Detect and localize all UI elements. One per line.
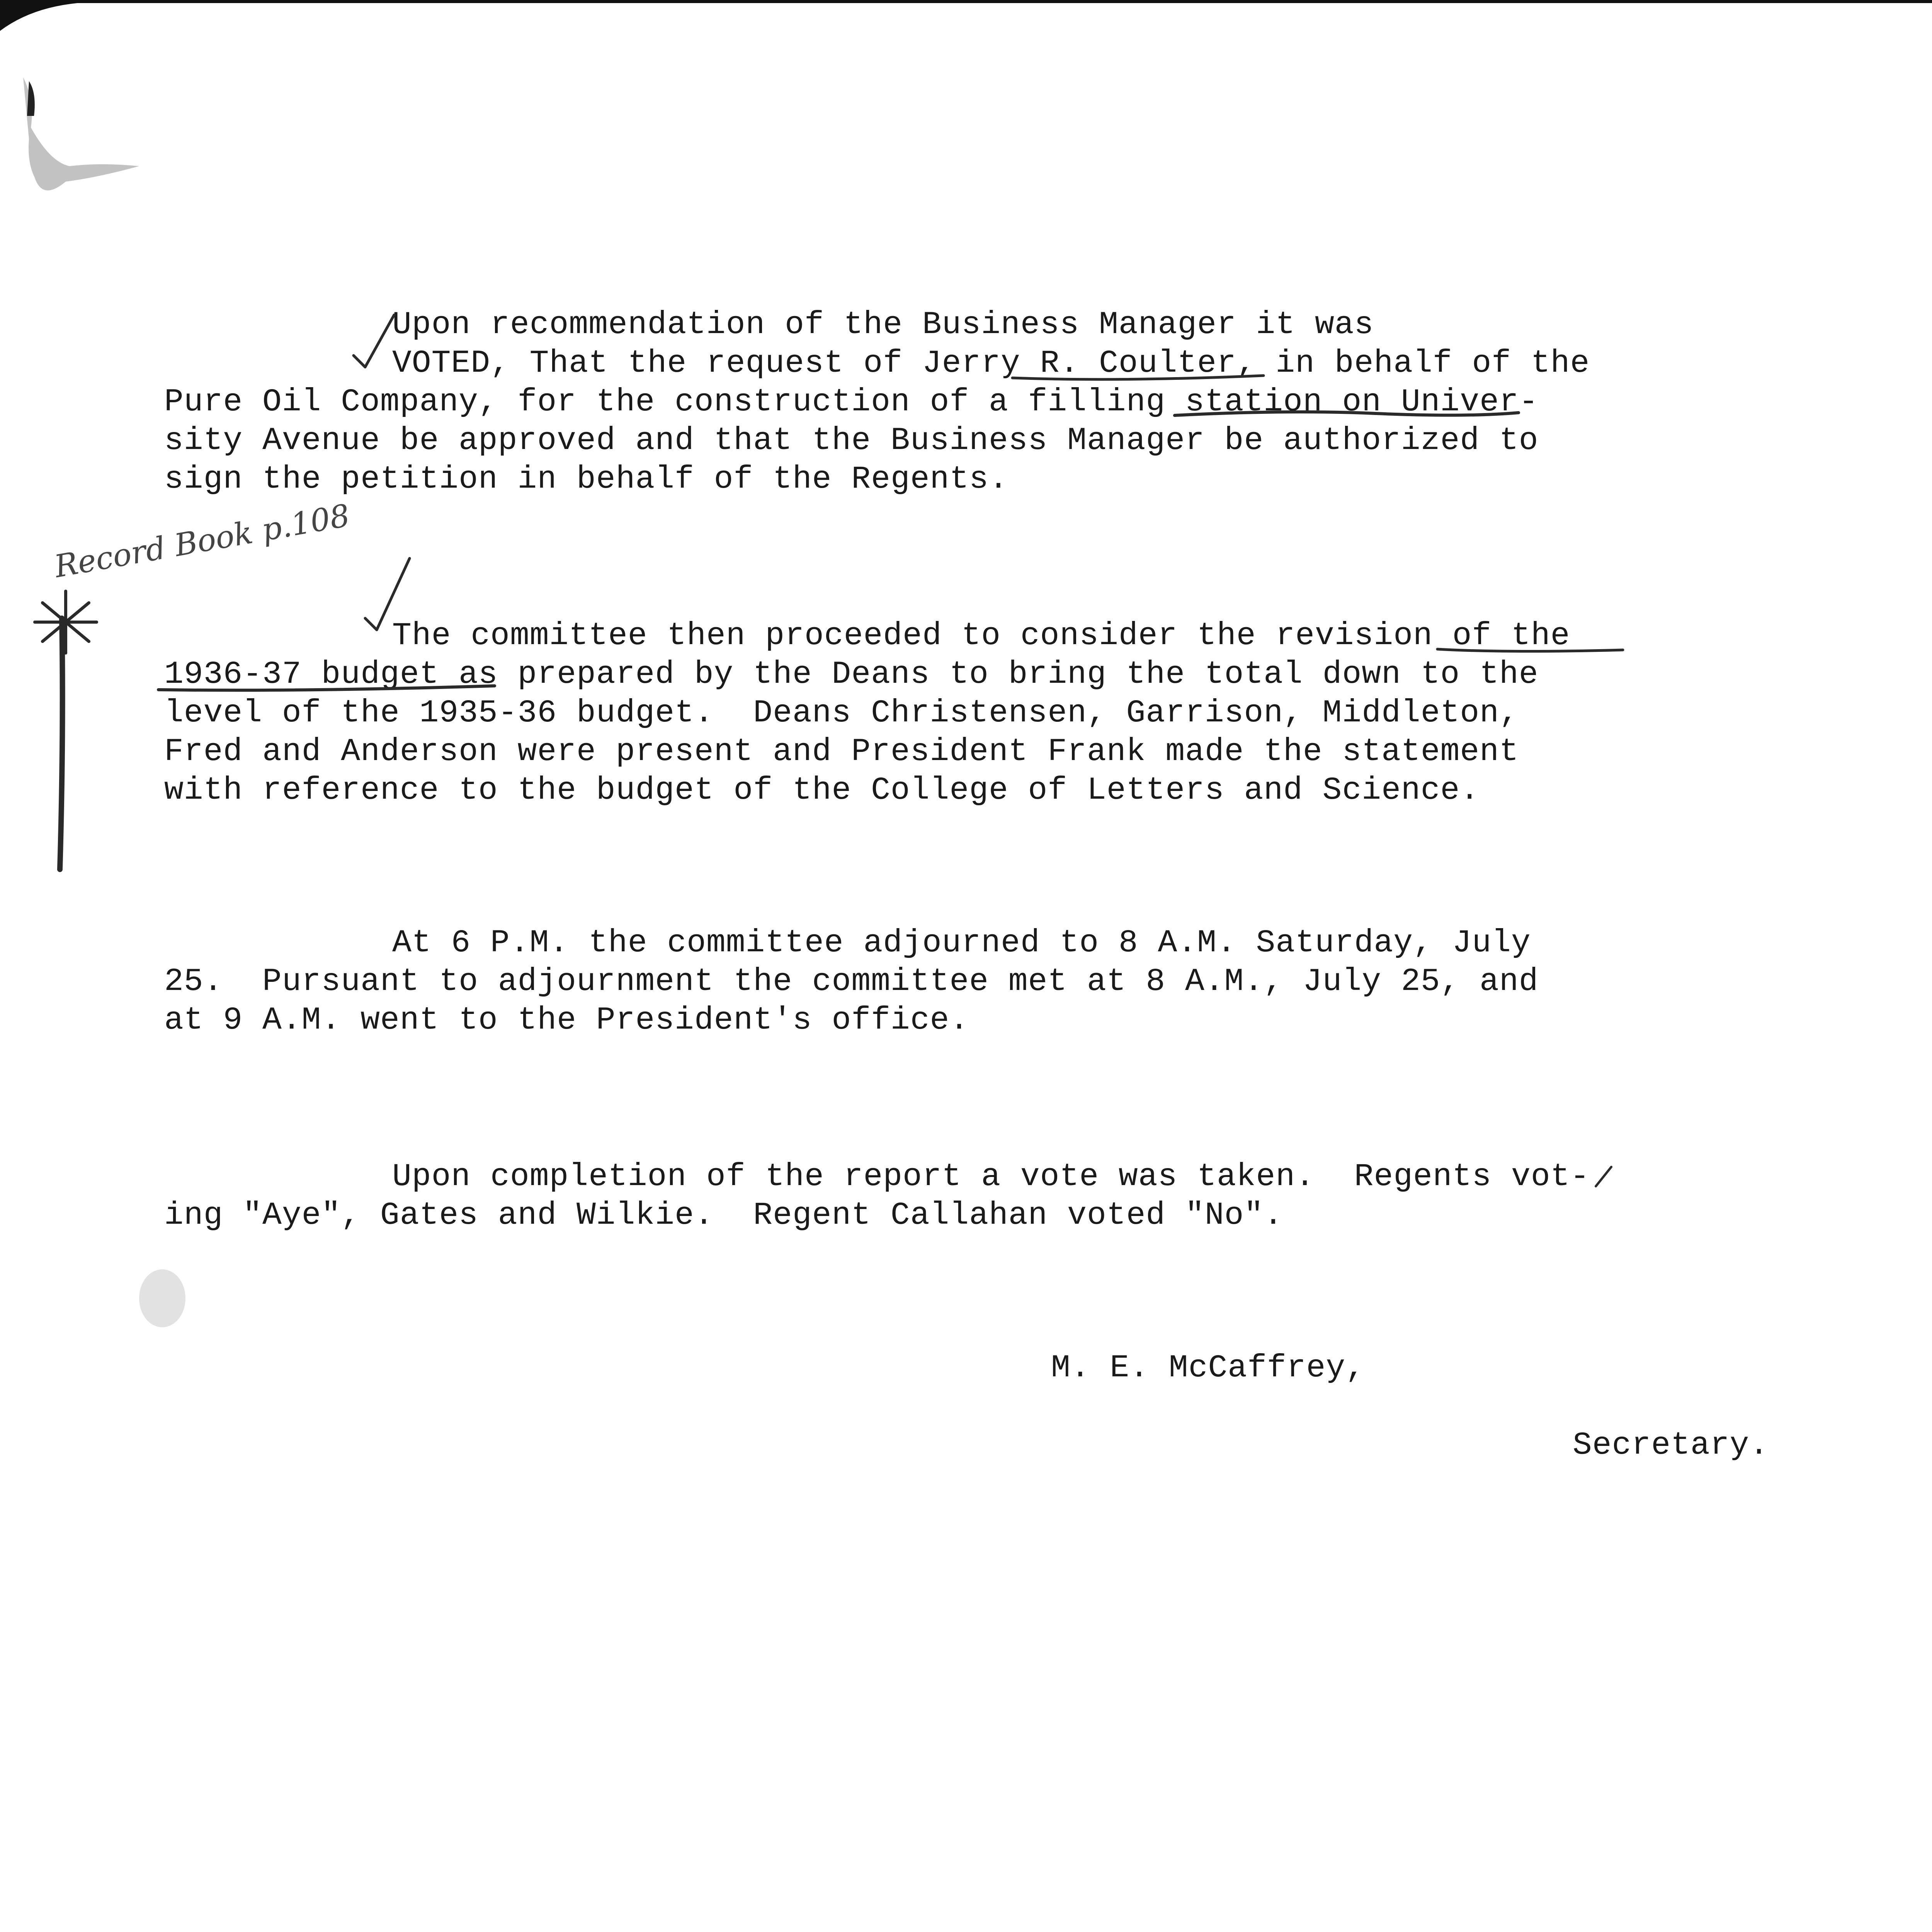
text-line: 1936-37 budget as prepared by the Deans to bring the total down to the xyxy=(164,656,1539,692)
text-line: The committee then proceeded to consider the revision of the xyxy=(392,617,1570,654)
text-line: at 9 A.M. went to the President's office. xyxy=(164,1002,969,1038)
margin-note: Record Book p.108 xyxy=(51,497,353,585)
text-line: Pure Oil Company, for the construction of a filling station on Univer- xyxy=(164,384,1539,420)
text-line: VOTED, That the request of Jerry R. Coulter, in behalf of the xyxy=(392,345,1590,381)
signature-title: Secretary. xyxy=(1573,1427,1769,1463)
text-line: sity Avenue be approved and that the Business Manager be authorized to xyxy=(164,422,1539,459)
text-line: ing "Aye", Gates and Wilkie. Regent Callahan voted "No". xyxy=(164,1197,1284,1233)
text-line: sign the petition in behalf of the Regents. xyxy=(164,461,1009,497)
text-line: 25. Pursuant to adjournment the committee met at 8 A.M., July 25, and xyxy=(164,963,1539,1000)
signature-name: M. E. McCaffrey, xyxy=(1051,1350,1365,1386)
text-line: Upon completion of the report a vote was taken. Regents vot- xyxy=(392,1158,1590,1195)
text-line: level of the 1935-36 budget. Deans Christensen, Garrison, Middleton, xyxy=(164,695,1519,731)
text-line: Upon recommendation of the Business Manager it was xyxy=(392,306,1374,343)
text-line: At 6 P.M. the committee adjourned to 8 A.M. Saturday, July xyxy=(392,925,1531,961)
text-line: with reference to the budget of the College of Letters and Science. xyxy=(164,772,1480,808)
text-line: Fred and Anderson were present and President Frank made the statement xyxy=(164,733,1519,770)
